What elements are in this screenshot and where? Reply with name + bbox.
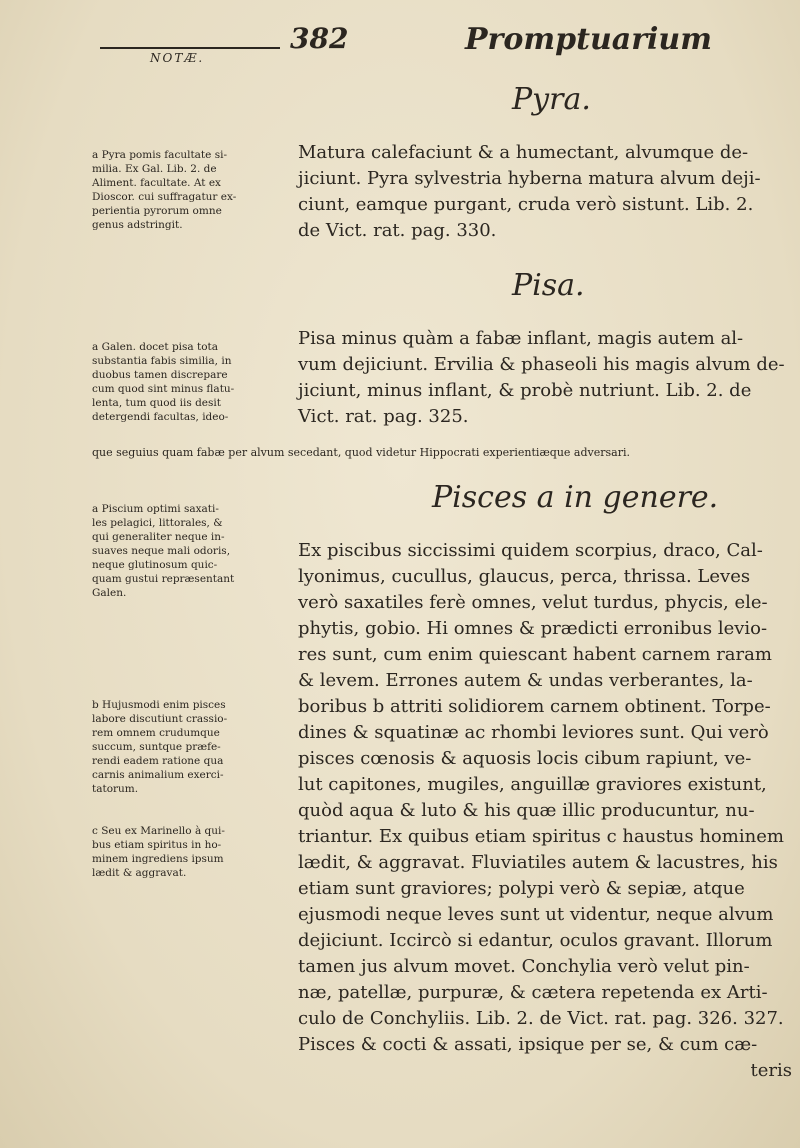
text-line: tamen jus alvum movet. Conchylia verò velut pin- xyxy=(298,956,750,977)
section-title-pisces: Pisces a in genere. xyxy=(432,480,719,515)
page-number: 382 xyxy=(290,22,349,55)
section-title-pyra: Pyra. xyxy=(512,82,591,117)
section-title-pisa: Pisa. xyxy=(512,268,585,303)
text-line: vum dejiciunt. Ervilia & phaseoli his magis alvum de- xyxy=(298,354,785,375)
text-line: Pisces & cocti & assati, ipsique per se, & cum cæ- xyxy=(298,1034,758,1055)
text-line: res sunt, cum enim quiescant habent carnem raram xyxy=(298,644,772,665)
text-line: de Vict. rat. pag. 330. xyxy=(298,220,497,241)
text-line: triantur. Ex quibus etiam spiritus c haustus hominem xyxy=(298,826,784,847)
text-line: lædit, & aggravat. Fluviatiles autem & lacustres, his xyxy=(298,852,778,873)
text-line: lut capitones, mugiles, anguillæ graviores existunt, xyxy=(298,774,767,795)
text-line: ejusmodi neque leves sunt ut videntur, neque alvum xyxy=(298,904,774,925)
text-line: lyonimus, cucullus, glaucus, perca, thrissa. Leves xyxy=(298,566,751,587)
text-pisces xyxy=(298,538,792,1084)
text-line: Pisa minus quàm a fabæ inflant, magis autem al- xyxy=(298,328,744,349)
text-line: Matura calefaciunt & a humectant, alvumque de- xyxy=(298,142,749,163)
text-pyra xyxy=(298,140,792,244)
text-line: Vict. rat. pag. 325. xyxy=(298,406,469,427)
running-head: Promptuarium xyxy=(465,22,712,57)
text-line: jiciunt. Pyra sylvestria hyberna matura alvum deji- xyxy=(298,168,761,189)
note-pyra: a Pyra pomis facultate si- milia. Ex Gal. Lib. 2. de Aliment. facultate. At ex Dioscor. cui suffragatur ex- perientia pyrorum omne genus adstringit. xyxy=(92,149,237,231)
text-line: Ex piscibus siccissimi quidem scorpius, draco, Cal- xyxy=(298,540,763,561)
note-pisces-a: a Piscium optimi saxati- les pelagici, littorales, & qui generaliter neque in- suaves neque mali odoris, neque glutinosum quic- quam gustui repræsentant Galen. xyxy=(92,503,235,599)
text-line: quòd aqua & luto & his quæ illic producuntur, nu- xyxy=(298,800,755,821)
text-line: teris xyxy=(750,1060,792,1081)
text-line: etiam sunt graviores; polypi verò & sepiæ, atque xyxy=(298,878,745,899)
text-line: culo de Conchyliis. Lib. 2. de Vict. rat. pag. 326. 327. xyxy=(298,1008,784,1029)
text-line: ciunt, eamque purgant, cruda verò sistunt. Lib. 2. xyxy=(298,194,754,215)
text-line: næ, patellæ, purpuræ, & cætera repetenda ex Arti- xyxy=(298,982,768,1003)
note-pisa: a Galen. docet pisa tota substantia fabis similia, in duobus tamen discrepare cum quod sint minus flatu- lenta, tum quod iis desit detergendi facultas, ideo- xyxy=(92,341,235,423)
note-pisces-b: b Hujusmodi enim pisces labore discutiunt crassio- rem omnem crudumque succum, suntque præfe- rendi eadem ratione qua carnis animalium exerci- tatorum. xyxy=(92,699,228,795)
text-line: verò saxatiles ferè omnes, velut turdus, phycis, ele- xyxy=(298,592,768,613)
text-line: dejiciunt. Iccircò si edantur, oculos gravant. Illorum xyxy=(298,930,773,951)
notae-label: NOTÆ. xyxy=(150,51,205,65)
text-line: boribus b attriti solidiorem carnem obtinent. Torpe- xyxy=(298,696,771,717)
text-line: dines & squatinæ ac rhombi leviores sunt. Qui verò xyxy=(298,722,769,743)
text-line: & levem. Errones autem & undas verberantes, la- xyxy=(298,670,753,691)
text-pisa xyxy=(298,326,792,430)
text-line: pisces cœnosis & aquosis locis cibum rapiunt, ve- xyxy=(298,748,752,769)
text-line: phytis, gobio. Hi omnes & prædicti erronibus levio- xyxy=(298,618,768,639)
note-pisa-continued: que seguius quam fabæ per alvum secedant, quod videtur Hippocrati experientiæque adversari. xyxy=(92,446,630,459)
note-pisces-c: c Seu ex Marinello à qui- bus etiam spiritus in ho- minem ingrediens ipsum lædit & aggravat. xyxy=(92,825,225,879)
text-line: jiciunt, minus inflant, & probè nutriunt. Lib. 2. de xyxy=(298,380,752,401)
header-rule-left xyxy=(100,47,280,49)
